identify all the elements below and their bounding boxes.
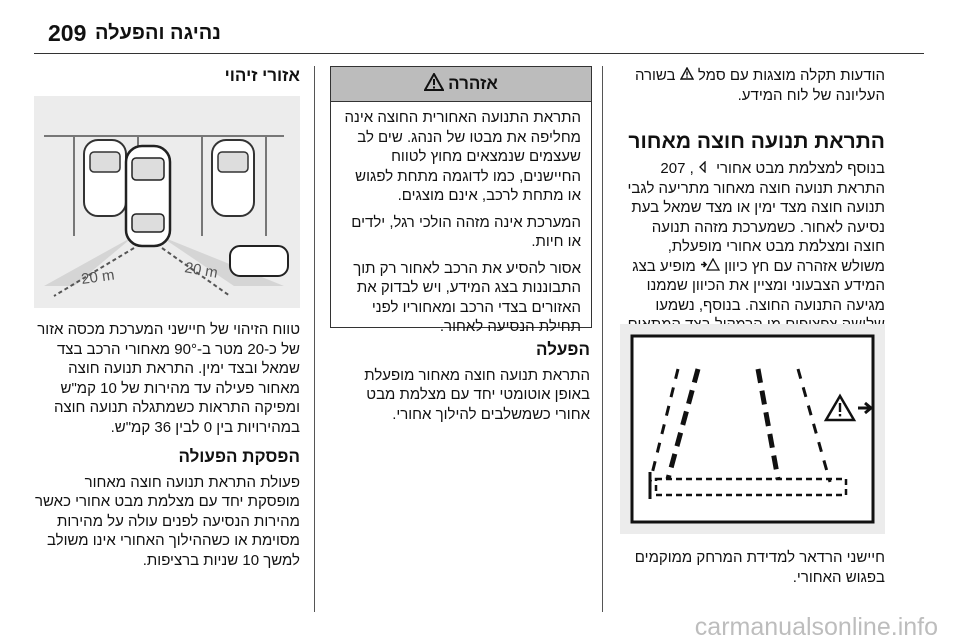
intro-paragraph: הודעות תקלה מוצגות עם סמל בשורה העליונה של לוח המידע. xyxy=(634,67,885,104)
right-column xyxy=(620,66,885,335)
watermark: carmanualsonline.info xyxy=(694,613,938,641)
detection-zone-illustration xyxy=(34,96,300,308)
page-header xyxy=(0,0,960,56)
zone-left-distance-label: 20 m xyxy=(80,266,116,288)
figure-caption: חיישני הרדאר למדידת המרחק ממוקמים בפגוש האחורי. xyxy=(634,549,885,586)
detection-paragraph: טווח הזיהוי של חיישני המערכת מכסה אזור של כ-20 מטר ב-90° מאחורי הרכב בצד שמאל ובצד ימין. התראת תנועה חוצה מאחור פעילה עד מהירות של 10 קמ"ש ומפיקה התראות כשמתגלה תנועה חוצה במהירויות בין 0 לבין 36 קמ"ש. xyxy=(37,321,300,436)
activation-paragraph: התראת תנועה חוצה מאחור מופעלת באופן אוטומטי יחד עם מצלמת מבט אחורי כשמשלבים להילוך אחורי. xyxy=(364,366,590,423)
detection-text xyxy=(34,320,300,570)
zone-right-distance-label: 20 m xyxy=(183,259,220,282)
column-divider-right xyxy=(602,66,603,612)
rcta-paragraph: בנוסף למצלמת מבט אחורי , 207 התראת תנועה חוצה מאחור מתריעה לגבי תנועה חוצה מצד ימין או מצד שמאל בעת נסיעה לאחור. כשמערכת מזהה תנועה חוצה ומצלמת מבט אחורי מופעלת, משולש אזהרה עם חץ כיוון מופיע בצג המידע הצבעוני ומציין את הכיוון שממנו מגיעה התנועה החוצה. בנוסף, נשמעו xyxy=(627,160,885,314)
detection-heading-wrap xyxy=(34,66,300,92)
warning-paragraph-2: המערכת אינה מזהה הולכי רגל, ילדים או חיות. xyxy=(351,213,581,250)
warning-paragraph-1: התראת התנועה האחורית החוצה אינה מחליפה את מבטו של הנהג. שים לב שעצמים שנמצאים מחוץ לטווח החיישנים, כמו לדוגמה מתחת לפגוש או מתחת לרכב, אינם מוצגים. xyxy=(344,109,581,204)
deactivation-paragraph: פעולת התראת תנועה חוצה מאחור מופסקת יחד עם מצלמת מבט אחורי כאשר מהירות הנסיעה לפנים עולה על מהירות מסוימת או כשההילוך האחורי אינו משולב למשך 10 שניות ברציפות. xyxy=(34,473,300,569)
deactivation-heading: הפסקת הפעולה xyxy=(178,447,300,466)
detection-heading: אזורי זיהוי xyxy=(224,66,300,85)
warning-header xyxy=(331,67,591,102)
warning-triangle-icon xyxy=(424,73,444,96)
rcta-display-illustration xyxy=(620,324,885,534)
warning-triangle-icon xyxy=(676,67,694,84)
page-title: נהיגה והפעלה xyxy=(95,22,221,44)
page-number: 209 xyxy=(48,20,87,46)
column-divider-left xyxy=(314,66,315,612)
activation-section xyxy=(330,340,590,424)
warning-title: אזהרה xyxy=(448,74,498,94)
camera-icon xyxy=(694,160,712,177)
warning-arrow-icon xyxy=(696,258,720,275)
warning-paragraph-3: אסור להסיע את הרכב לאחור רק תוך התבוננות בצג המידע, ויש לבדוק את האזורים בצדי הרכב ומאחוריו לפני תחילת הנסיעה לאחור. xyxy=(353,259,581,335)
warning-box xyxy=(330,66,592,335)
section-heading-rcta: התראת תנועה חוצה מאחור xyxy=(628,130,885,153)
warning-body xyxy=(331,102,591,352)
header-rule xyxy=(34,53,924,54)
activation-heading: הפעלה xyxy=(536,340,590,359)
